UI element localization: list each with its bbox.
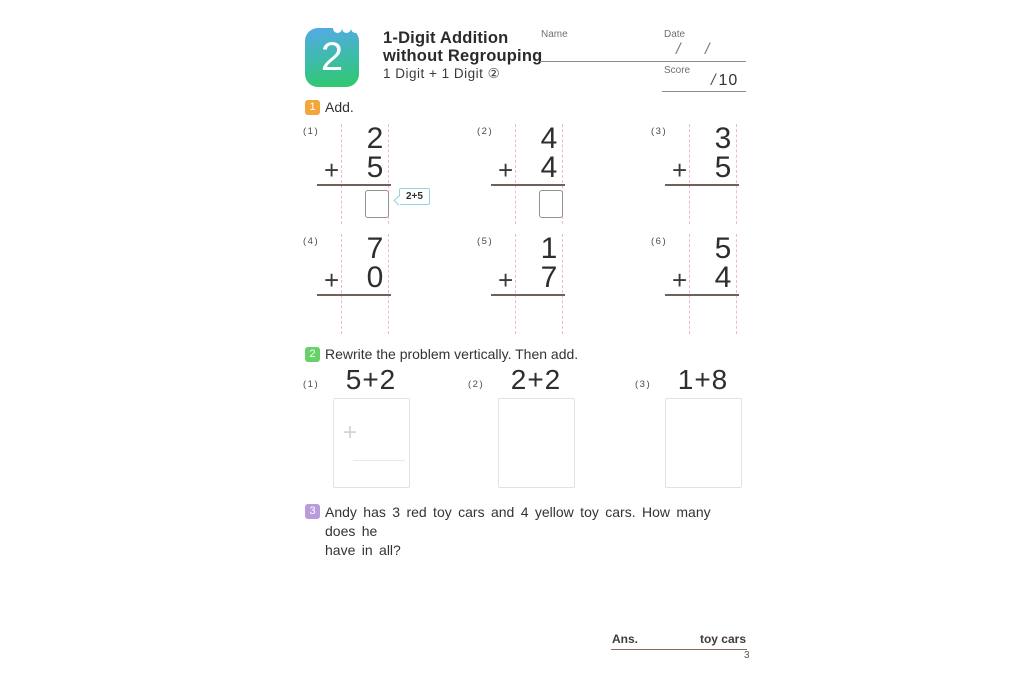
horizontal-expression: 5+2	[345, 364, 397, 395]
problem-label: (1)	[303, 379, 320, 390]
unit-number: 2	[320, 35, 344, 79]
date-slash: /	[676, 41, 681, 58]
addend-top: 5	[714, 232, 732, 265]
answer-rule-line	[491, 184, 565, 186]
badge-bite-notch	[333, 24, 342, 33]
problem-label: (6)	[651, 236, 668, 247]
word-problem-line1: Andy has 3 red toy cars and 4 yellow toy cars. How many does he	[325, 504, 711, 539]
section1-badge: 1	[305, 100, 320, 115]
addend-top: 2	[366, 122, 384, 155]
word-problem-line2: have in all?	[325, 542, 401, 558]
unit-number-badge	[305, 28, 359, 87]
column-guide-line	[689, 124, 690, 224]
addend-top: 1	[540, 232, 558, 265]
addend-top: 4	[540, 122, 558, 155]
plus-sign: +	[672, 155, 688, 185]
score-slash: /	[711, 72, 717, 89]
name-label: Name	[541, 29, 568, 40]
rewrite-problem	[303, 366, 423, 491]
score-max: 10	[718, 72, 739, 89]
problem-label: (3)	[651, 126, 668, 137]
faint-plus-hint: +	[343, 419, 358, 446]
score-denominator	[711, 72, 738, 90]
addend-top: 7	[366, 232, 384, 265]
horizontal-expression: 2+2	[510, 364, 562, 395]
answer-rule-line	[317, 184, 391, 186]
column-guide-line	[689, 234, 690, 334]
date-label: Date	[664, 29, 686, 40]
problem-label: (5)	[477, 236, 494, 247]
addition-problem	[303, 234, 398, 334]
problem-label: (2)	[468, 379, 485, 390]
addend-bottom: 4	[714, 261, 732, 294]
addition-problem	[477, 234, 572, 334]
plus-sign: +	[324, 155, 340, 185]
work-box	[333, 398, 410, 488]
addition-problem	[651, 234, 746, 334]
addend-bottom: 5	[366, 151, 384, 184]
addend-bottom: 4	[540, 151, 558, 184]
column-guide-line	[515, 234, 516, 334]
plus-sign: +	[324, 265, 340, 295]
addend-bottom: 0	[366, 261, 384, 294]
answer-rule-line	[491, 294, 565, 296]
ans-label: Ans.	[612, 632, 639, 646]
ans-unit-label: toy cars	[699, 632, 746, 646]
section1-instruction: Add.	[325, 99, 354, 115]
section2-badge: 2	[305, 347, 320, 362]
worksheet-subtitle: 1 Digit + 1 Digit ②	[383, 66, 501, 81]
answer-box	[365, 190, 389, 218]
badge-bite-notch	[342, 24, 351, 33]
addend-top: 3	[714, 122, 732, 155]
score-label: Score	[664, 65, 691, 76]
section3-badge: 3	[305, 504, 320, 519]
rewrite-problem	[635, 366, 755, 491]
ans-fill-line	[611, 649, 747, 650]
answer-rule-line	[665, 184, 739, 186]
problem-label: (4)	[303, 236, 320, 247]
hint-callout	[399, 188, 430, 205]
page-number: 3	[744, 650, 750, 661]
addition-problem	[477, 124, 572, 224]
worksheet-title-line2: without Regrouping	[383, 47, 543, 65]
faint-rule-hint	[353, 460, 405, 461]
horizontal-expression: 1+8	[677, 364, 729, 395]
name-fill-line	[540, 61, 746, 62]
answer-box	[539, 190, 563, 218]
answer-rule-line	[317, 294, 391, 296]
problem-label: (2)	[477, 126, 494, 137]
callout-tail	[394, 196, 404, 206]
plus-sign: +	[498, 155, 514, 185]
worksheet-title-line1: 1-Digit Addition	[383, 29, 509, 47]
addition-problem	[651, 124, 746, 224]
answer-rule-line	[665, 294, 739, 296]
column-guide-line	[341, 234, 342, 334]
section2-instruction: Rewrite the problem vertically. Then add.	[325, 346, 579, 362]
badge-bite-notch	[351, 24, 360, 33]
word-problem-text	[325, 503, 747, 560]
plus-sign: +	[672, 265, 688, 295]
hint-text: 2+5	[406, 191, 423, 202]
column-guide-line	[341, 124, 342, 224]
column-guide-line	[515, 124, 516, 224]
work-box	[498, 398, 575, 488]
problem-label: (1)	[303, 126, 320, 137]
addition-problem	[303, 122, 423, 224]
addend-bottom: 5	[714, 151, 732, 184]
problem-label: (3)	[635, 379, 652, 390]
work-box	[665, 398, 742, 488]
addend-bottom: 7	[540, 261, 558, 294]
date-slash: /	[705, 41, 710, 58]
plus-sign: +	[498, 265, 514, 295]
rewrite-problem	[468, 366, 588, 491]
score-fill-line	[662, 91, 746, 92]
